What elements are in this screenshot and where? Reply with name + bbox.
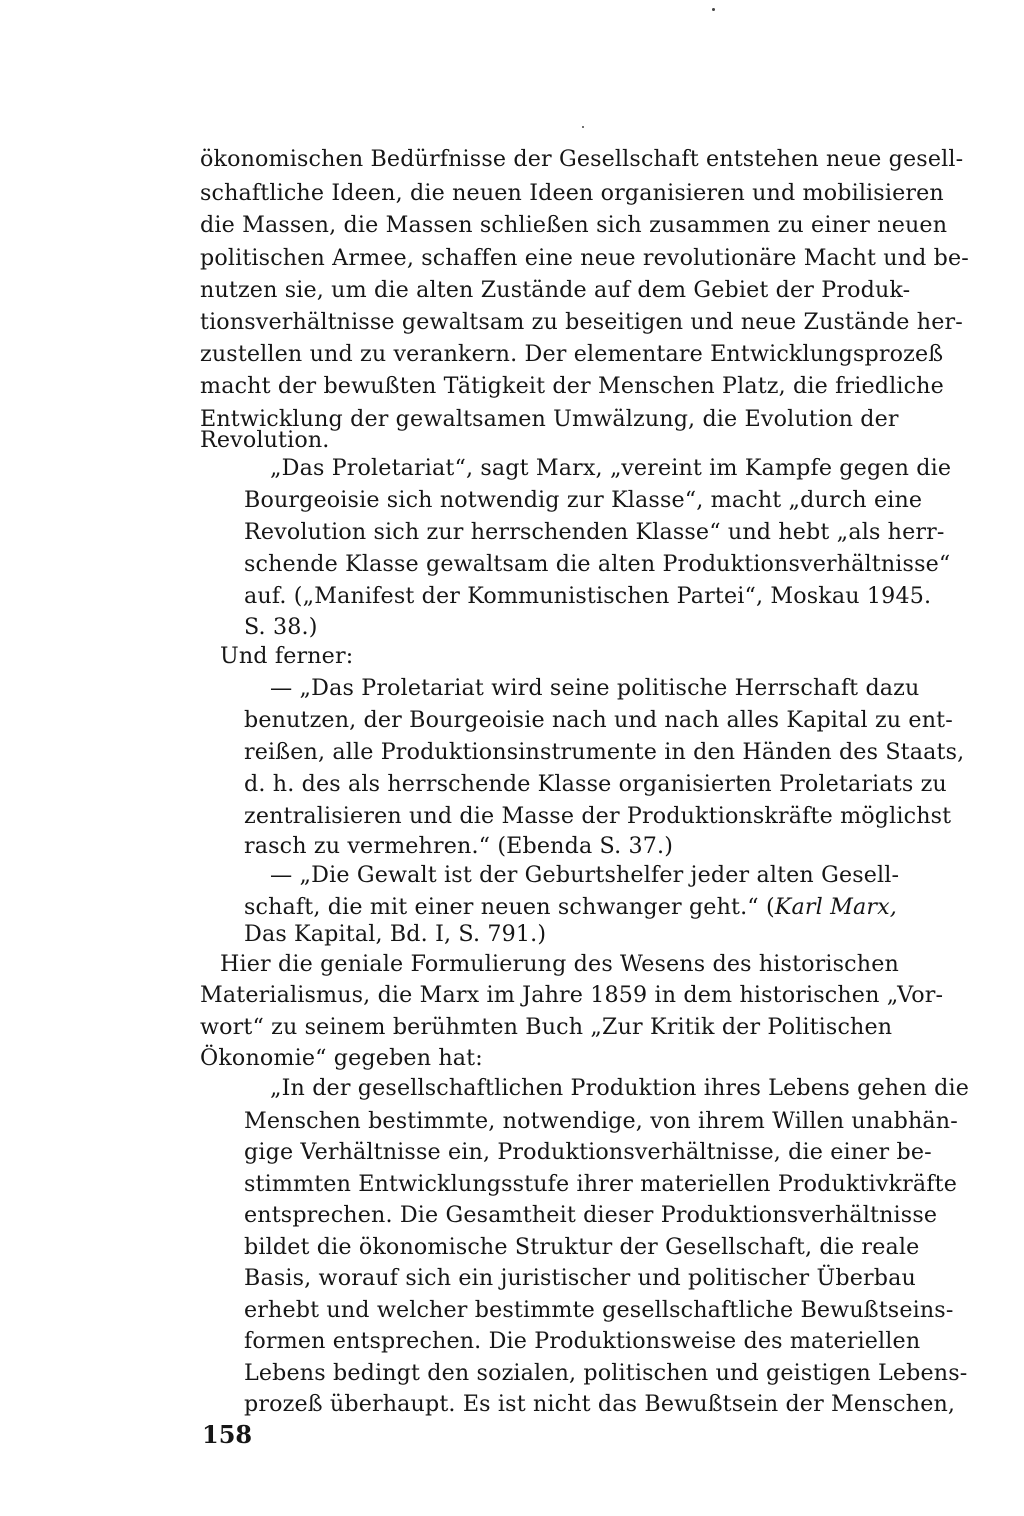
body-text-line: auf. („Manifest der Kommunistischen Partei“, Moskau 1945. — [244, 583, 932, 609]
body-text-line: Materialismus, die Marx im Jahre 1859 in dem historischen „Vor- — [200, 982, 944, 1008]
body-text-line: entsprechen. Die Gesamtheit dieser Produktionsverhältnisse — [244, 1202, 938, 1228]
body-text-line: politischen Armee, schaffen eine neue revolutionäre Macht und be- — [200, 245, 969, 271]
body-text-line: rasch zu vermehren.“ (Ebenda S. 37.) — [244, 833, 674, 859]
page-number: 158 — [202, 1420, 253, 1449]
body-text-line: Das Kapital, Bd. I, S. 791.) — [244, 921, 547, 947]
body-text-line: Basis, worauf sich ein juristischer und politischer Überbau — [244, 1265, 916, 1291]
scan-speck — [582, 126, 584, 128]
body-text-line: Revolution. — [200, 427, 330, 453]
cited-author: Karl Marx, — [774, 894, 897, 920]
body-text-line: prozeß überhaupt. Es ist nicht das Bewußtsein der Menschen, — [244, 1391, 956, 1417]
body-text-line: tionsverhältnisse gewaltsam zu beseitigen und neue Zustände her- — [200, 309, 963, 335]
body-text-line: Menschen bestimmte, notwendige, von ihrem Willen unabhän- — [244, 1108, 958, 1134]
body-text-line: S. 38.) — [244, 614, 318, 640]
scan-speck — [712, 8, 715, 11]
body-text-line: Ökonomie“ gegeben hat: — [200, 1045, 483, 1071]
body-text-line: macht der bewußten Tätigkeit der Menschen Platz, die friedliche — [200, 373, 944, 399]
body-text-line: die Massen, die Massen schließen sich zusammen zu einer neuen — [200, 212, 948, 238]
body-text-line: — „Das Proletariat wird seine politische Herrschaft dazu — [270, 675, 920, 701]
body-text-line: gige Verhältnisse ein, Produktionsverhältnisse, die einer be- — [244, 1139, 932, 1165]
body-text-line: Bourgeoisie sich notwendig zur Klasse“, macht „durch eine — [244, 487, 923, 513]
body-text-line: ökonomischen Bedürfnisse der Gesellschaft entstehen neue gesell- — [200, 146, 964, 172]
body-text-line: schende Klasse gewaltsam die alten Produktionsverhältnisse“ — [244, 551, 951, 577]
body-text-line: reißen, alle Produktionsinstrumente in den Händen des Staats, — [244, 739, 965, 765]
body-text-line: nutzen sie, um die alten Zustände auf dem Gebiet der Produk- — [200, 277, 911, 303]
body-text-line: Hier die geniale Formulierung des Wesens des historischen — [220, 951, 899, 977]
body-text-line: zustellen und zu verankern. Der elementare Entwicklungsprozeß — [200, 341, 944, 367]
body-text-line: Lebens bedingt den sozialen, politischen und geistigen Lebens- — [244, 1360, 968, 1386]
body-text-line: zentralisieren und die Masse der Produktionskräfte möglichst — [244, 803, 952, 829]
body-text-line: „Das Proletariat“, sagt Marx, „vereint im Kampfe gegen die — [270, 455, 952, 481]
body-text-line: wort“ zu seinem berühmten Buch „Zur Kritik der Politischen — [200, 1014, 893, 1040]
body-text-line: schaftliche Ideen, die neuen Ideen organisieren und mobilisieren — [200, 180, 944, 206]
body-text-line: erhebt und welcher bestimmte gesellschaftliche Bewußtseins- — [244, 1297, 954, 1323]
body-text-line: Revolution sich zur herrschenden Klasse“ und hebt „als herr- — [244, 519, 945, 545]
body-text-line: Und ferner: — [220, 643, 354, 669]
body-text-line: benutzen, der Bourgeoisie nach und nach alles Kapital zu ent- — [244, 707, 953, 733]
body-text-line: bildet die ökonomische Struktur der Gesellschaft, die reale — [244, 1234, 920, 1260]
body-text-line: Entwicklung der gewaltsamen Umwälzung, die Evolution der — [200, 406, 899, 432]
body-text-line: — „Die Gewalt ist der Geburtshelfer jeder alten Gesell- — [270, 862, 900, 888]
body-text-line: d. h. des als herrschende Klasse organisierten Proletariats zu — [244, 771, 947, 797]
body-text-line: „In der gesellschaftlichen Produktion ihres Lebens gehen die — [270, 1075, 970, 1101]
body-text-line: stimmten Entwicklungsstufe ihrer materiellen Produktivkräfte — [244, 1171, 957, 1197]
body-text-line: formen entsprechen. Die Produktionsweise des materiellen — [244, 1328, 921, 1354]
body-text-fragment: schaft, die mit einer neuen schwanger geht.“ ( — [244, 894, 775, 920]
